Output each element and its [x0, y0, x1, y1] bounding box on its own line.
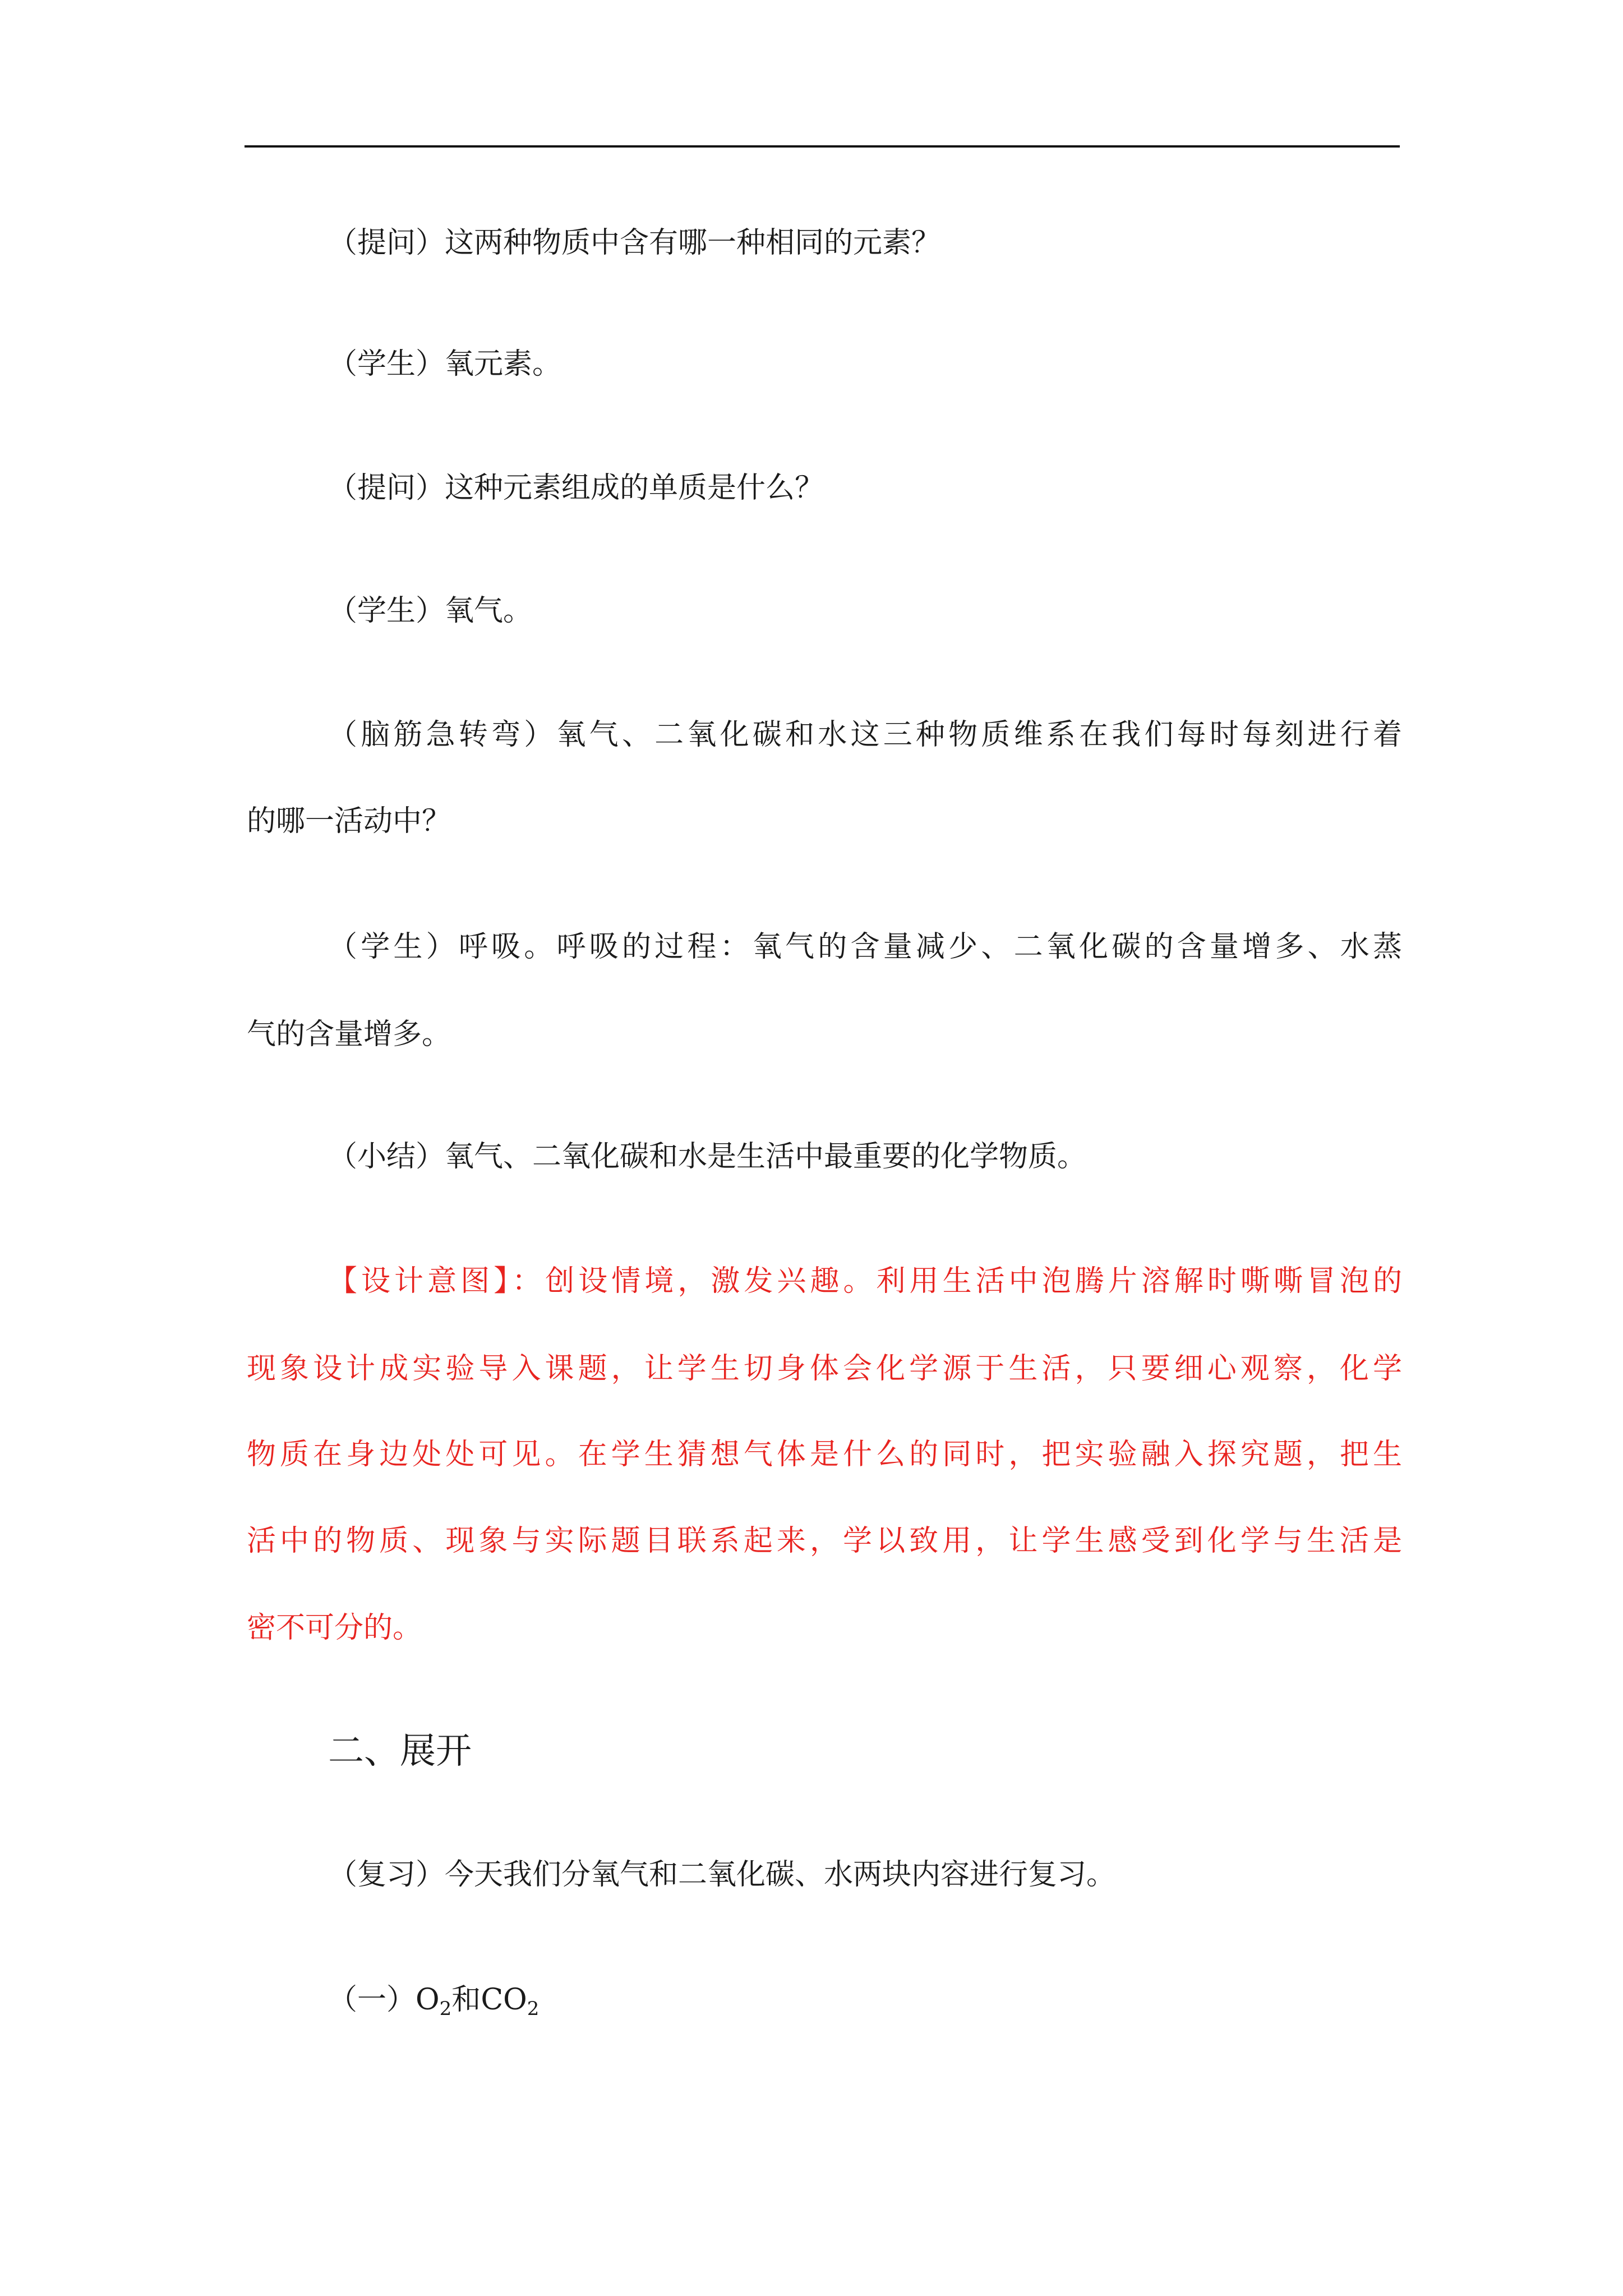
o2-subscript: 2 [439, 1998, 452, 2020]
paragraph-student-3-line-1: （学生）呼吸。呼吸的过程：氧气的含量减少、二氧化碳的含量增多、水蒸 [328, 930, 1402, 964]
section-heading: 二、展开 [328, 1731, 472, 1772]
design-intent-line-3: 物质在身边处处可见。在学生猜想气体是什么的同时，把实验融入探究题，把生 [247, 1438, 1402, 1471]
subsection-title [328, 1980, 1402, 2019]
paragraph-brain-teaser-line-1: （脑筋急转弯）氧气、二氧化碳和水这三种物质维系在我们每时每刻进行着 [328, 718, 1402, 752]
design-intent-line-2: 现象设计成实验导入课题，让学生切身体会化学源于生活，只要细心观察，化学 [247, 1352, 1402, 1386]
design-intent-line-1: 【设计意图】：创设情境，激发兴趣。利用生活中泡腾片溶解时嘶嘶冒泡的 [328, 1264, 1402, 1298]
design-intent-line-5: 密不可分的。 [247, 1611, 422, 1645]
co2-formula [481, 1983, 540, 2020]
co2-subscript: 2 [527, 1998, 540, 2020]
paragraph-summary: （小结）氧气、二氧化碳和水是生活中最重要的化学物质。 [328, 1140, 1087, 1174]
paragraph-brain-teaser-line-2: 的哪一活动中？ [247, 804, 451, 838]
paragraph-student-3-line-2: 气的含量增多。 [247, 1018, 451, 1051]
paragraph-question-1: （提问）这两种物质中含有哪一种相同的元素？ [328, 226, 941, 260]
o2-main: O [416, 1983, 440, 2017]
subsection-conjunction: 和 [451, 1983, 481, 2017]
paragraph-student-2: （学生）氧气。 [328, 594, 533, 628]
paragraph-review: （复习）今天我们分氧气和二氧化碳、水两块内容进行复习。 [328, 1858, 1116, 1892]
o2-formula [416, 1983, 452, 2020]
subsection-prefix: （一） [328, 1983, 416, 2017]
paragraph-question-2: （提问）这种元素组成的单质是什么？ [328, 471, 824, 505]
co2-main: CO [481, 1983, 527, 2017]
header-rule [245, 145, 1400, 148]
paragraph-student-1: （学生）氧元素。 [328, 347, 562, 381]
design-intent-line-4: 活中的物质、现象与实际题目联系起来，学以致用，让学生感受到化学与生活是 [247, 1524, 1402, 1558]
